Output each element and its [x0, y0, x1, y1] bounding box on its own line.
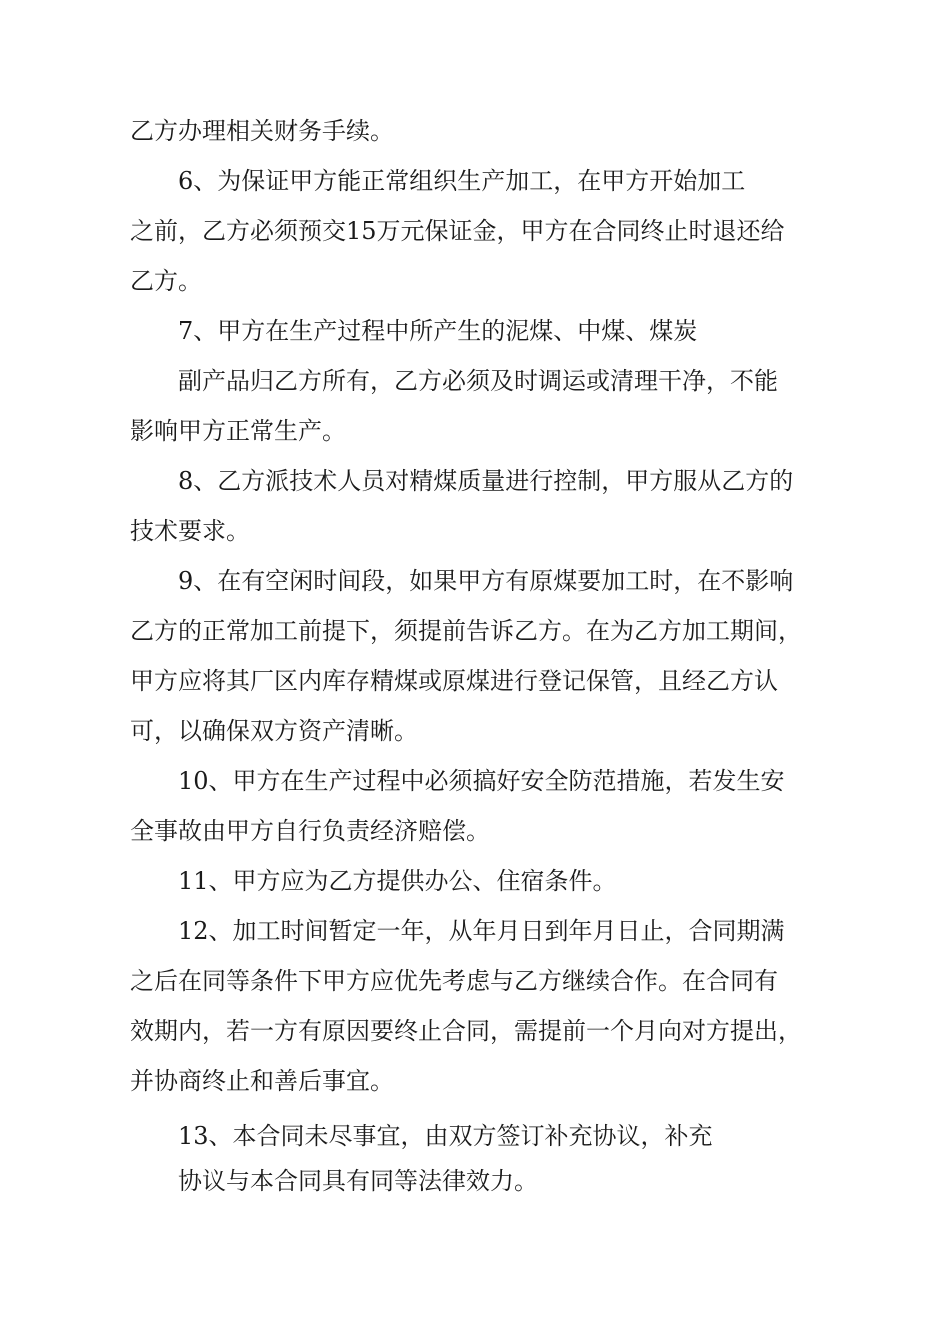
- text-line: 13、本合同未尽事宜，由双方签订补充协议，补充: [178, 1122, 713, 1150]
- text-line: 技术要求。: [130, 517, 250, 545]
- text-line: 乙方的正常加工前提下，须提前告诉乙方。在为乙方加工期间，: [130, 617, 802, 645]
- text-line: 并协商终止和善后事宜。: [130, 1067, 394, 1095]
- text-line: 之前，乙方必须预交15万元保证金，甲方在合同终止时退还给: [130, 217, 785, 245]
- text-line: 12、加工时间暂定一年，从年月日到年月日止，合同期满: [178, 917, 785, 945]
- text-line: 副产品归乙方所有，乙方必须及时调运或清理干净，不能: [178, 367, 778, 395]
- text-line: 乙方办理相关财务手续。: [130, 117, 394, 145]
- text-line: 之后在同等条件下甲方应优先考虑与乙方继续合作。在合同有: [130, 967, 778, 995]
- text-line: 9、在有空闲时间段，如果甲方有原煤要加工时，在不影响: [178, 567, 794, 595]
- text-line: 甲方应将其厂区内库存精煤或原煤进行登记保管，且经乙方认: [130, 667, 778, 695]
- text-line: 效期内，若一方有原因要终止合同，需提前一个月向对方提出，: [130, 1017, 802, 1045]
- text-line: 6、为保证甲方能正常组织生产加工，在甲方开始加工: [178, 167, 746, 195]
- text-line: 全事故由甲方自行负责经济赔偿。: [130, 817, 490, 845]
- text-line: 协议与本合同具有同等法律效力。: [178, 1167, 538, 1195]
- text-line: 11、甲方应为乙方提供办公、住宿条件。: [178, 867, 617, 895]
- text-line: 8、乙方派技术人员对精煤质量进行控制，甲方服从乙方的: [178, 467, 794, 495]
- text-line: 影响甲方正常生产。: [130, 417, 346, 445]
- text-line: 乙方。: [130, 267, 202, 295]
- text-line: 7、甲方在生产过程中所产生的泥煤、中煤、煤炭: [178, 317, 698, 345]
- text-line: 10、甲方在生产过程中必须搞好安全防范措施，若发生安: [178, 767, 785, 795]
- text-line: 可，以确保双方资产清晰。: [130, 717, 418, 745]
